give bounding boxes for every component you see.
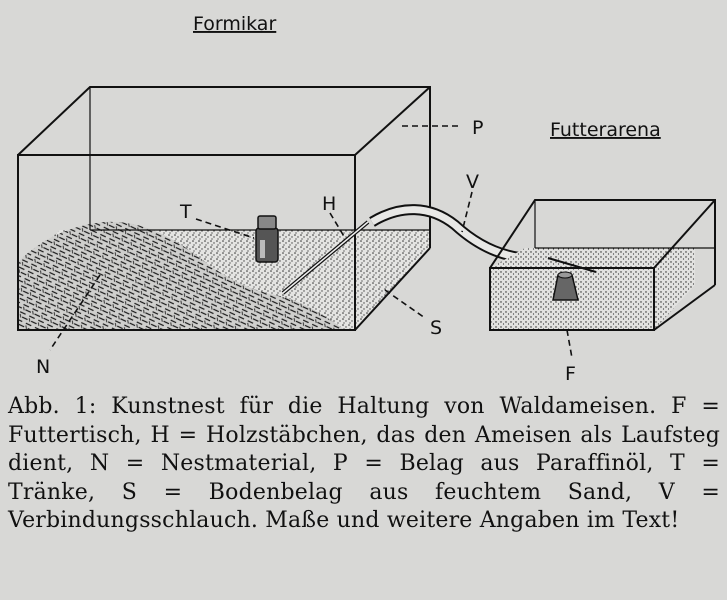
formicarium-box xyxy=(18,87,430,330)
label-n: N xyxy=(36,356,51,378)
label-p: P xyxy=(472,117,484,139)
label-h: H xyxy=(322,193,337,215)
label-formikar: Formikar xyxy=(193,13,277,35)
label-v: V xyxy=(466,171,479,193)
label-s: S xyxy=(430,317,443,339)
label-f: F xyxy=(565,363,576,385)
feeding-arena-box xyxy=(490,200,715,330)
figure-caption: Abb. 1: Kunstnest für die Haltung von Waldameisen. F = Futtertisch, H = Holzstäbchen, das den Ameisen als Laufsteg dient, N = Nestmaterial, P = Belag aus Paraffinöl, T = Tränke, S = Bodenbelag aus feuchtem Sand, V = Verbindungsschlauch. Maße und weitere Angaben im Text! xyxy=(8,394,720,533)
water-bottle xyxy=(256,216,278,262)
label-futterarena: Futterarena xyxy=(550,119,661,141)
label-t: T xyxy=(180,201,192,223)
